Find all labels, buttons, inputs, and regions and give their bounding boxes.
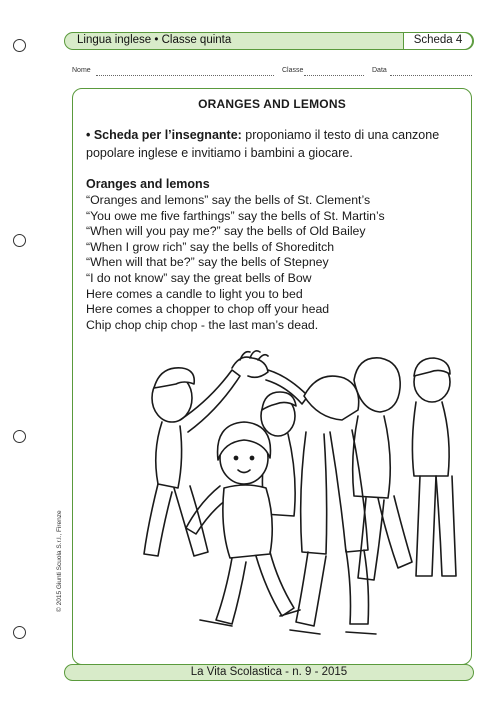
binder-hole: [13, 234, 26, 247]
song-title: Oranges and lemons: [86, 177, 210, 191]
boy-tall-figure: [290, 376, 376, 634]
girl-center-figure: [186, 422, 300, 626]
class-label: Classe: [282, 67, 304, 74]
student-fields: [72, 67, 474, 79]
name-label: Nome: [72, 67, 91, 74]
name-field[interactable]: [96, 75, 274, 76]
lyric-line: Chip chop chip chop - the last man’s dead.: [86, 317, 319, 332]
copyright-notice: © 2015 Giunti Scuola S.r.l., Firenze: [56, 510, 63, 612]
teacher-note-label: • Scheda per l’insegnante:: [86, 128, 242, 142]
teacher-note-text: proponiamo il testo di una canzone popolare inglese e invitiamo i bambini a giocare.: [86, 128, 440, 160]
date-label: Data: [372, 67, 387, 74]
lyric-line: “Oranges and lemons” say the bells of St. Clement’s: [86, 193, 371, 207]
footer-bar: La Vita Scolastica - n. 9 - 2015: [64, 664, 474, 681]
lyric-line: “When will that be?” say the bells of Stepney: [86, 255, 329, 270]
girl-right-figure: [353, 358, 412, 580]
binder-hole: [13, 430, 26, 443]
binder-hole: [13, 39, 26, 52]
teacher-note: [86, 126, 466, 162]
song-lyrics: [86, 193, 466, 333]
boy-right-figure: [412, 358, 456, 576]
lyric-line: Here comes a chopper to chop off your head: [86, 302, 330, 317]
lyric-line: “You owe me five farthings” say the bells of St. Martin’s: [86, 208, 385, 223]
class-field[interactable]: [304, 75, 364, 76]
children-playing-illustration: [140, 340, 462, 658]
lyric-line: “When will you pay me?” say the bells of Old Bailey: [86, 224, 366, 239]
lyric-line: “When I grow rich” say the bells of Shoreditch: [86, 239, 335, 254]
lyric-line: “I do not know” say the great bells of Bow: [86, 270, 312, 285]
header-bar: [64, 32, 474, 50]
subject-label: Lingua inglese • Classe quinta: [77, 34, 232, 46]
date-field[interactable]: [390, 75, 472, 76]
binder-hole: [13, 626, 26, 639]
sheet-number: Scheda 4: [403, 32, 473, 50]
page-title: ORANGES AND LEMONS: [198, 97, 346, 111]
lyric-line: Here comes a candle to light you to bed: [86, 286, 303, 301]
